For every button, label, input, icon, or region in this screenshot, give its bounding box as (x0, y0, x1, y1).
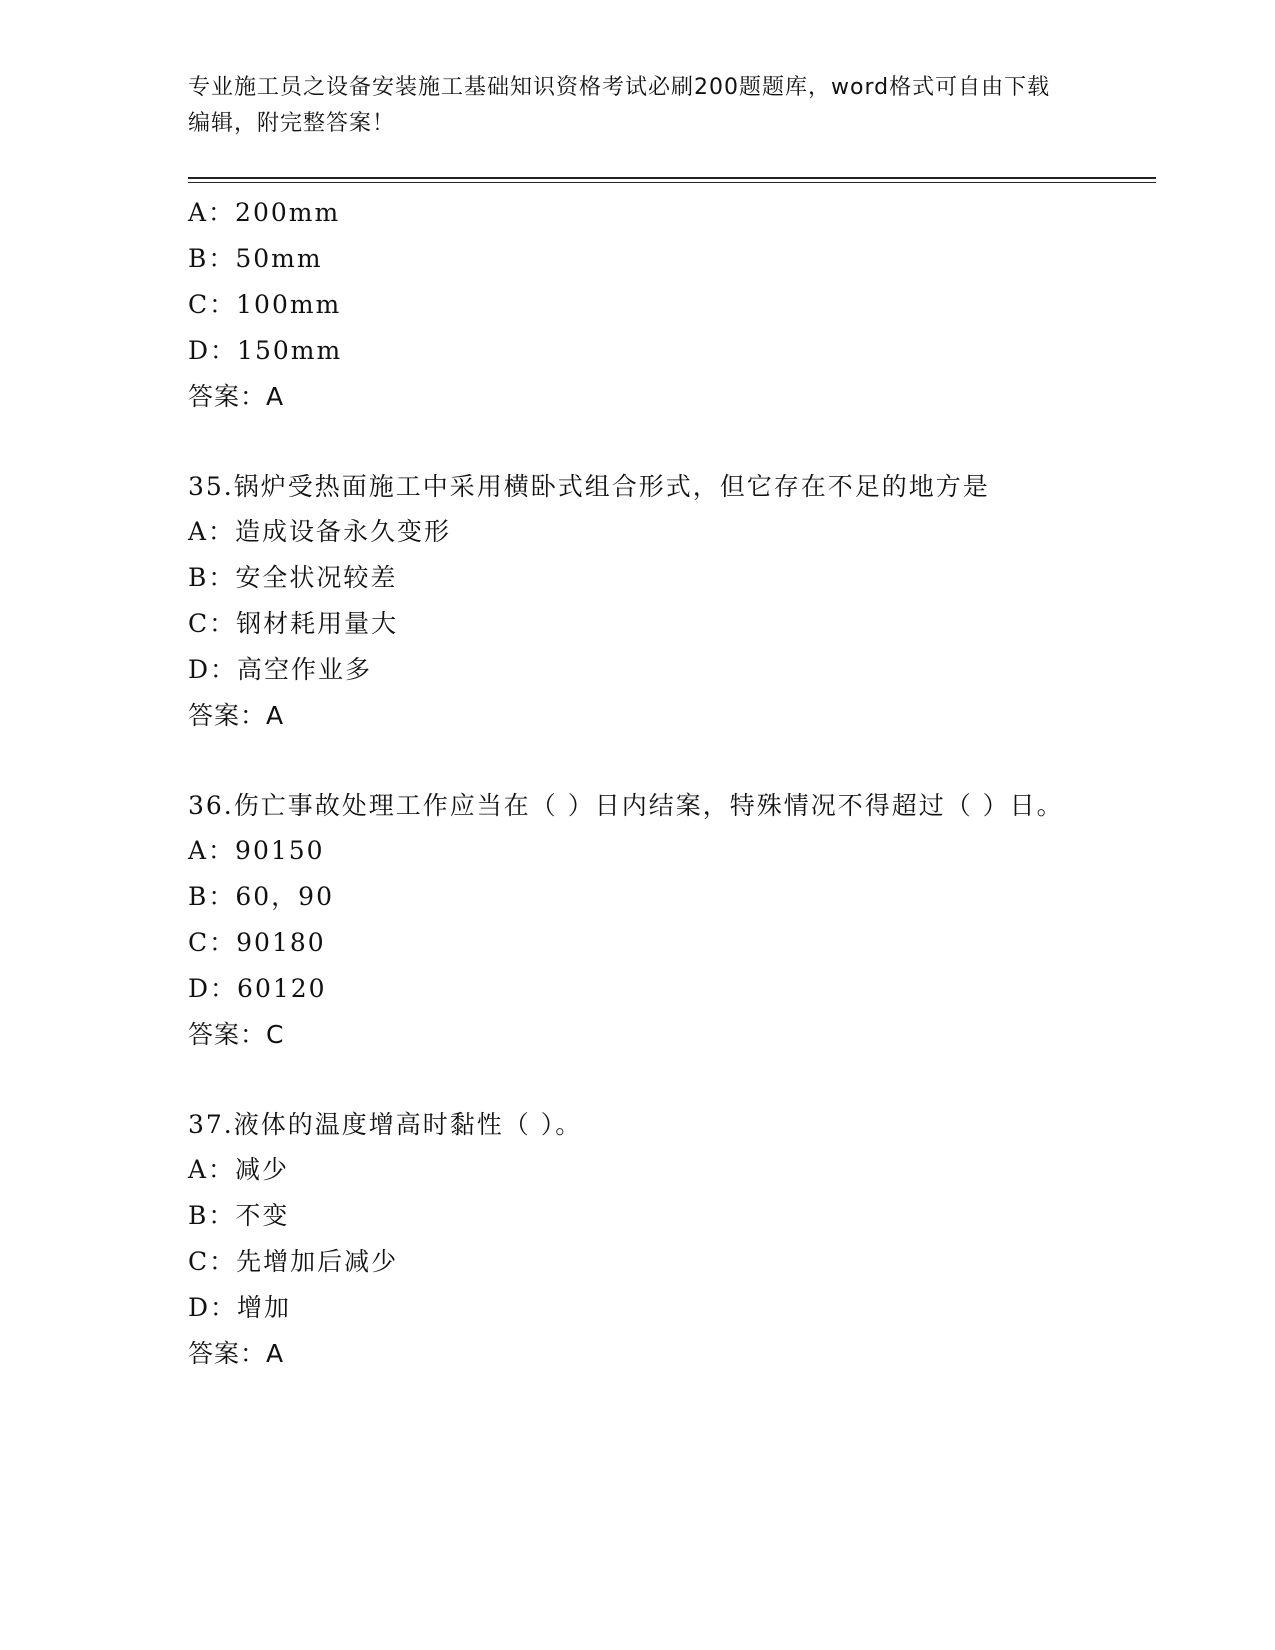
question-block-37 (188, 1102, 1088, 1377)
document-header: 专业施工员之设备安装施工基础知识资格考试必刷200题题库，word格式可自由下载编辑，附完整答案！ (188, 75, 1051, 136)
option-d: D：60120 (188, 974, 327, 1003)
option-a: A：造成设备永久变形 (188, 517, 452, 546)
question-block-35 (188, 464, 1088, 739)
question-text: 37.液体的温度增高时黏性（ ）。 (188, 1110, 583, 1139)
option-c: C：先增加后减少 (188, 1247, 399, 1276)
option-b: B：50mm (188, 244, 323, 273)
option-b: B：60，90 (188, 882, 334, 911)
question-list (188, 190, 1088, 1377)
answer-line: 答案：A (188, 1339, 285, 1368)
question-block-36 (188, 783, 1088, 1058)
question-text: 35.锅炉受热面施工中采用横卧式组合形式，但它存在不足的地方是 (188, 472, 990, 501)
option-b: B：不变 (188, 1201, 290, 1230)
answer-line: 答案：A (188, 701, 285, 730)
option-c: C：钢材耗用量大 (188, 609, 399, 638)
answer-line: 答案：A (188, 382, 285, 411)
answer-line: 答案：C (188, 1020, 285, 1049)
header-rule-thick (188, 177, 1156, 179)
question-block-34 (188, 190, 1088, 420)
option-d: D：150mm (188, 336, 343, 365)
option-a: A：90150 (188, 836, 325, 865)
option-a: A：200mm (188, 198, 341, 227)
option-a: A：减少 (188, 1155, 290, 1184)
header-rule-thin (188, 182, 1156, 183)
option-d: D：高空作业多 (188, 655, 373, 684)
option-c: C：100mm (188, 290, 342, 319)
question-text: 36.伤亡事故处理工作应当在（ ）日内结案，特殊情况不得超过（ ）日。 (188, 791, 1064, 820)
option-d: D：增加 (188, 1293, 292, 1322)
option-c: C：90180 (188, 928, 326, 957)
option-b: B：安全状况较差 (188, 563, 398, 592)
